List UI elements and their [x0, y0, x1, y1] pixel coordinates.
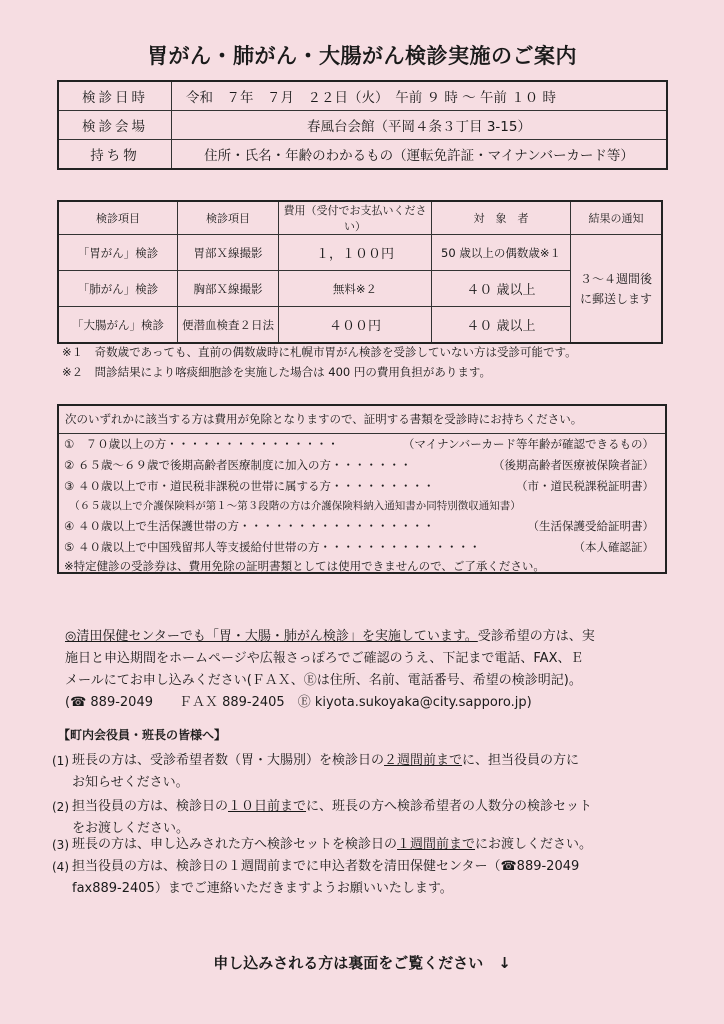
exemption-header: 次のいずれかに該当する方は費用が免除となりますので、証明する書類を受診時にお持ちください。	[59, 406, 665, 434]
exemption-condition: （６５歳以上で介護保険料が第１～第３段階の方は介護保険料納入通知書か同特別徴収通知書）	[64, 500, 521, 512]
exemption-footnote: ※特定健診の受診券は、費用免除の証明書類としては使用できませんので、ご了承ください。	[64, 559, 545, 573]
info-value: 住所・氏名・年齢のわかるもの（運転免許証・マイナンバーカード等）	[172, 140, 668, 170]
column-header: 検診項目	[178, 201, 279, 235]
exemption-document: （生活保護受給証明書）	[527, 519, 654, 533]
item-text: をお渡しください。	[72, 821, 190, 836]
exemption-condition: ① ７０歳以上の方・・・・・・・・・・・・・・・	[64, 437, 339, 451]
info-value: 春風台会館（平岡４条３丁目 3-15）	[172, 111, 668, 140]
item-deadline: １０日前まで	[228, 799, 307, 814]
kiyota-contact: (☎ 889-2049 ＦＡＸ 889-2405 Ⓔ kiyota.sukoyaka@city.sapporo.jp)	[65, 695, 532, 710]
exemption-condition: ② ６５歳～６９歳で後期高齢者医療制度に加入の方・・・・・・・	[64, 458, 412, 472]
exemption-document: （本人確認証）	[573, 540, 654, 554]
item-text: 担当役員の方は、検診日の１週間前までに申込者数を清田保健センター（☎889-2049	[72, 859, 580, 874]
exam-name: 「大腸がん」検診	[58, 307, 178, 344]
item-text: にお渡しください。	[475, 837, 593, 852]
list-item	[64, 539, 660, 555]
list-item	[64, 518, 660, 534]
exemption-document: （市・道民税課税証明書）	[516, 479, 654, 493]
exam-target: ４０ 歳以上	[432, 271, 571, 307]
column-header: 結果の通知	[571, 201, 663, 235]
info-label: 検診日時	[58, 81, 172, 111]
exam-name: 「肺がん」検診	[58, 271, 178, 307]
list-item	[52, 750, 672, 794]
kiyota-line3: メールにてお申し込みください(ＦＡＸ、Ⓔは住所、名前、電話番号、希望の検診明記)。	[65, 673, 582, 688]
page-title: 胃がん・肺がん・大腸がん検診実施のご案内	[147, 44, 577, 68]
item-number: (2)	[52, 800, 69, 814]
item-text: fax889-2405）までご連絡いただきますようお願いいたします。	[72, 881, 453, 896]
list-item	[64, 478, 660, 494]
item-number: (3)	[52, 838, 69, 852]
kiyota-line1-underlined: ◎清田保健センターでも「胃・大腸・肺がん検診」を実施しています。	[65, 629, 478, 644]
item-text: 班長の方は、受診希望者数（胃・大腸別）を検診日の	[72, 753, 385, 768]
kiyota-line1-rest: 受診希望の方は、実	[477, 629, 595, 644]
column-header: 対 象 者	[432, 201, 571, 235]
fee-exemption-box	[57, 404, 667, 574]
exam-method: 便潜血検査２日法	[178, 307, 279, 344]
item-number: (1)	[52, 754, 69, 768]
exam-items-table	[57, 200, 663, 344]
list-item	[52, 834, 672, 856]
item-deadline: １週間前まで	[397, 837, 476, 852]
list-item	[64, 457, 660, 473]
info-label: 検診会場	[58, 111, 172, 140]
item-deadline: ２週間前まで	[384, 753, 463, 768]
exemption-condition: ⑤ ４０歳以上で中国残留邦人等支援給付世帯の方・・・・・・・・・・・・・・	[64, 540, 481, 554]
kiyota-notice	[65, 626, 665, 714]
exemption-document: （マイナンバーカード等年齢が確認できるもの）	[402, 437, 654, 451]
table-row	[58, 235, 662, 271]
table-row	[58, 111, 667, 140]
exemption-condition: ④ ４０歳以上で生活保護世帯の方・・・・・・・・・・・・・・・・・	[64, 519, 435, 533]
item-text: に、担当役員の方に	[462, 753, 580, 768]
exam-name: 「胃がん」検診	[58, 235, 178, 271]
footer-note: 申し込みされる方は裏面をご覧ください ↓	[213, 954, 511, 972]
section-title: 【町内会役員・班長の皆様へ】	[58, 728, 227, 742]
exam-fee: 無料※２	[279, 271, 432, 307]
exam-method: 胃部Ｘ線撮影	[178, 235, 279, 271]
item-text: お知らせください。	[72, 775, 189, 790]
exemption-condition: ③ ４０歳以上で市・道民税非課税の世帯に属する方・・・・・・・・・	[64, 479, 435, 493]
kiyota-line2: 施日と申込期間をホームページや広報さっぽろでご確認のうえ、下記まで電話、FAX、Ｅ	[65, 651, 584, 666]
item-text: に、班長の方へ検診希望者の人数分の検診セット	[306, 799, 593, 814]
footnote-1: ※１ 奇数歳であっても、直前の偶数歳時に札幌市胃がん検診を受診していない方は受診可能です。	[62, 345, 577, 359]
table-row	[58, 140, 667, 170]
table-row	[58, 81, 667, 111]
exam-fee: ４００円	[279, 307, 432, 344]
exam-fee: １，１００円	[279, 235, 432, 271]
item-number: (4)	[52, 860, 69, 874]
column-header: 費用（受付でお支払いください）	[279, 201, 432, 235]
exam-target: ４０ 歳以上	[432, 307, 571, 344]
list-item	[52, 856, 672, 900]
exam-info-table	[57, 80, 668, 170]
table-header-row	[58, 201, 662, 235]
info-value: 令和 ７年 ７月 ２２日（火） 午前 ９ 時 ～ 午前 １０ 時	[172, 81, 668, 111]
result-notice: ３～４週間後に郵送します	[571, 235, 663, 344]
item-text: 班長の方は、申し込みされた方へ検診セットを検診日の	[72, 837, 398, 852]
info-label: 持ち物	[58, 140, 172, 170]
exam-method: 胸部Ｘ線撮影	[178, 271, 279, 307]
column-header: 検診項目	[58, 201, 178, 235]
list-item	[64, 498, 660, 513]
exemption-document: （後期高齢者医療被保険者証）	[493, 458, 654, 472]
item-text: 担当役員の方は、検診日の	[72, 799, 229, 814]
list-item	[64, 436, 660, 452]
exam-target: 50 歳以上の偶数歳※１	[432, 235, 571, 271]
footnote-2: ※２ 問診結果により喀痰細胞診を実施した場合は 400 円の費用負担があります。	[62, 365, 491, 379]
